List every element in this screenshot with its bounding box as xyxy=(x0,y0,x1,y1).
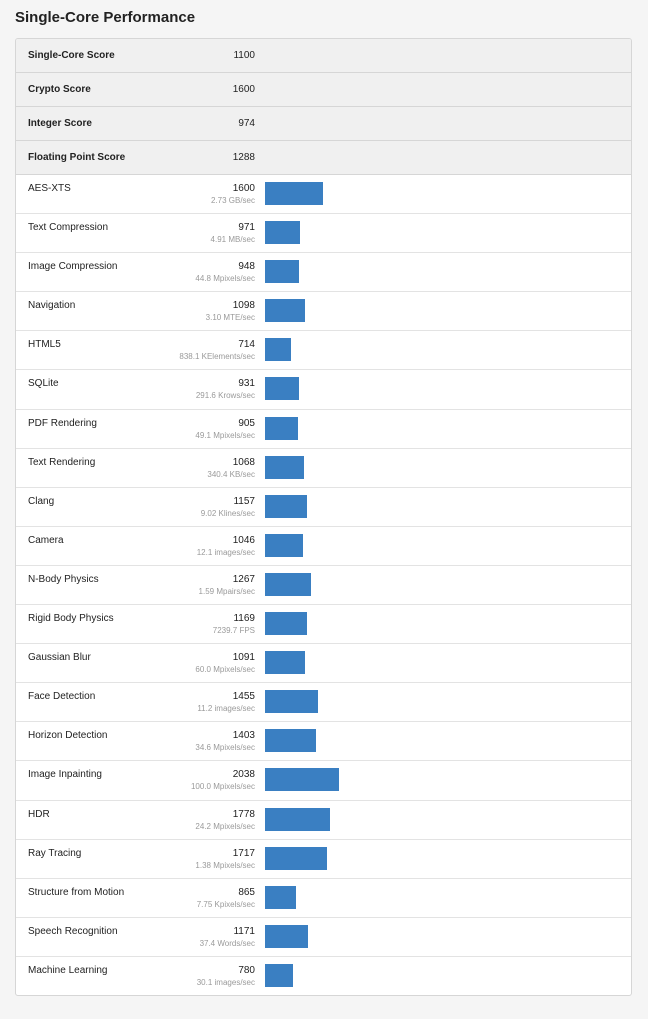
summary-score: 1100 xyxy=(233,50,255,61)
benchmark-name: SQLite xyxy=(28,378,59,390)
benchmark-rate: 7.75 Kpixels/sec xyxy=(196,899,255,909)
benchmark-rate: 1.38 Mpixels/sec xyxy=(195,860,255,870)
benchmark-bar xyxy=(265,456,304,479)
benchmark-row xyxy=(16,683,631,722)
benchmark-bar xyxy=(265,808,330,831)
summary-row xyxy=(16,141,631,175)
benchmark-rate: 7239.7 FPS xyxy=(212,626,255,636)
summary-row xyxy=(16,107,631,141)
benchmark-score: 2038 xyxy=(232,769,255,781)
benchmark-name: Horizon Detection xyxy=(28,730,108,742)
benchmark-rate: 11.2 images/sec xyxy=(197,704,255,714)
benchmark-score: 1778 xyxy=(232,808,255,820)
benchmark-row xyxy=(16,370,631,409)
benchmark-name: Speech Recognition xyxy=(28,925,118,937)
benchmark-name: Image Inpainting xyxy=(28,769,102,781)
benchmark-rate: 49.1 Mpixels/sec xyxy=(195,430,255,440)
benchmark-rate: 44.8 Mpixels/sec xyxy=(195,274,255,284)
benchmark-row xyxy=(16,253,631,292)
benchmark-bar xyxy=(265,260,299,283)
benchmark-row xyxy=(16,840,631,879)
benchmark-row xyxy=(16,214,631,253)
benchmark-name: Rigid Body Physics xyxy=(28,613,114,625)
benchmark-score: 780 xyxy=(238,964,255,976)
benchmark-rate: 12.1 images/sec xyxy=(196,547,255,557)
benchmark-rate: 2.73 GB/sec xyxy=(210,196,255,205)
benchmark-row xyxy=(16,879,631,918)
benchmark-name: Ray Tracing xyxy=(28,847,82,859)
benchmark-rate: 30.1 images/sec xyxy=(196,977,255,987)
benchmark-rate: 34.6 Mpixels/sec xyxy=(195,743,255,753)
summary-rows xyxy=(16,39,631,175)
benchmark-bar xyxy=(265,612,307,635)
benchmark-rate: 100.0 Mpixels/sec xyxy=(190,782,255,792)
benchmark-rate: 60.0 Mpixels/sec xyxy=(195,665,255,675)
benchmark-bar xyxy=(265,573,311,596)
benchmark-row xyxy=(16,292,631,331)
benchmark-rate: 291.6 Krows/sec xyxy=(195,391,255,401)
benchmark-row xyxy=(16,644,631,683)
benchmark-rate: 1.59 Mpairs/sec xyxy=(198,586,255,596)
benchmark-score: 1091 xyxy=(232,652,255,664)
benchmark-name: Clang xyxy=(28,495,55,507)
benchmark-bar xyxy=(265,925,308,948)
benchmark-score: 1455 xyxy=(232,691,255,703)
benchmark-name: N-Body Physics xyxy=(28,573,99,585)
benchmark-rate: 3.10 MTE/sec xyxy=(205,313,255,323)
benchmark-row xyxy=(16,761,631,800)
page-title: Single-Core Performance xyxy=(15,9,196,26)
benchmark-score: 971 xyxy=(238,222,255,234)
benchmark-score: 1157 xyxy=(233,495,255,507)
benchmark-bar xyxy=(265,534,303,557)
benchmark-name: HDR xyxy=(28,808,50,820)
benchmark-score: 931 xyxy=(238,378,255,390)
benchmark-name: Machine Learning xyxy=(28,964,108,976)
summary-row xyxy=(16,39,631,73)
benchmark-score: 1098 xyxy=(232,300,255,312)
benchmark-name: Navigation xyxy=(28,300,76,312)
benchmark-name: PDF Rendering xyxy=(28,417,97,429)
benchmark-rate: 24.2 Mpixels/sec xyxy=(195,821,255,831)
benchmark-rate: 340.4 KB/sec xyxy=(207,469,255,479)
benchmark-score: 1600 xyxy=(232,183,255,194)
benchmark-name: Face Detection xyxy=(28,691,96,703)
benchmark-bar xyxy=(265,377,299,400)
benchmark-row xyxy=(16,449,631,488)
benchmark-bar xyxy=(265,338,291,361)
benchmark-bar xyxy=(265,417,298,440)
benchmark-bar xyxy=(265,221,300,244)
benchmark-name: Camera xyxy=(28,534,64,546)
benchmark-row xyxy=(16,566,631,605)
benchmark-row xyxy=(16,331,631,370)
benchmark-rate: 838.1 KElements/sec xyxy=(179,352,255,362)
benchmark-row xyxy=(16,722,631,761)
benchmark-score: 1717 xyxy=(232,847,255,859)
summary-score: 974 xyxy=(238,118,255,129)
results-panel xyxy=(15,38,632,996)
benchmark-score: 1171 xyxy=(233,925,255,937)
benchmark-bar xyxy=(265,847,327,870)
benchmark-row xyxy=(16,410,631,449)
benchmark-row xyxy=(16,175,631,214)
benchmark-bar xyxy=(265,690,318,713)
benchmark-name: AES-XTS xyxy=(28,183,71,194)
summary-row xyxy=(16,73,631,107)
benchmark-row xyxy=(16,527,631,566)
benchmark-score: 948 xyxy=(238,261,255,273)
benchmark-bar xyxy=(265,768,339,791)
benchmark-name: Text Rendering xyxy=(28,456,96,468)
benchmark-row xyxy=(16,605,631,644)
benchmark-name: Text Compression xyxy=(28,222,109,234)
benchmark-bar xyxy=(265,729,316,752)
benchmark-score: 1267 xyxy=(232,573,255,585)
benchmark-rate: 9.02 Klines/sec xyxy=(200,508,255,518)
benchmark-name: Gaussian Blur xyxy=(28,652,91,664)
benchmark-rows xyxy=(16,175,631,996)
benchmark-name: Image Compression xyxy=(28,261,118,273)
benchmark-score: 905 xyxy=(238,417,255,429)
summary-name: Single-Core Score xyxy=(28,50,115,61)
benchmark-bar xyxy=(265,651,305,674)
benchmark-bar xyxy=(265,964,293,987)
benchmark-row xyxy=(16,488,631,527)
summary-score: 1600 xyxy=(232,84,255,95)
summary-name: Floating Point Score xyxy=(28,152,126,163)
benchmark-rate: 37.4 Words/sec xyxy=(199,938,255,948)
summary-score: 1288 xyxy=(232,152,255,163)
benchmark-score: 1169 xyxy=(233,613,255,625)
benchmark-name: Structure from Motion xyxy=(28,886,125,898)
summary-name: Integer Score xyxy=(28,118,92,129)
benchmark-score: 1046 xyxy=(232,534,255,546)
benchmark-bar xyxy=(265,182,323,205)
benchmark-bar xyxy=(265,299,305,322)
benchmark-row xyxy=(16,801,631,840)
benchmark-name: HTML5 xyxy=(28,339,61,351)
summary-name: Crypto Score xyxy=(28,84,91,95)
benchmark-score: 714 xyxy=(238,339,255,351)
benchmark-bar xyxy=(265,495,307,518)
benchmark-row xyxy=(16,957,631,996)
benchmark-row xyxy=(16,918,631,957)
benchmark-score: 1068 xyxy=(232,456,255,468)
benchmark-bar xyxy=(265,886,296,909)
benchmark-score: 1403 xyxy=(232,730,255,742)
benchmark-score: 865 xyxy=(238,886,255,898)
benchmark-rate: 4.91 MB/sec xyxy=(210,235,255,245)
